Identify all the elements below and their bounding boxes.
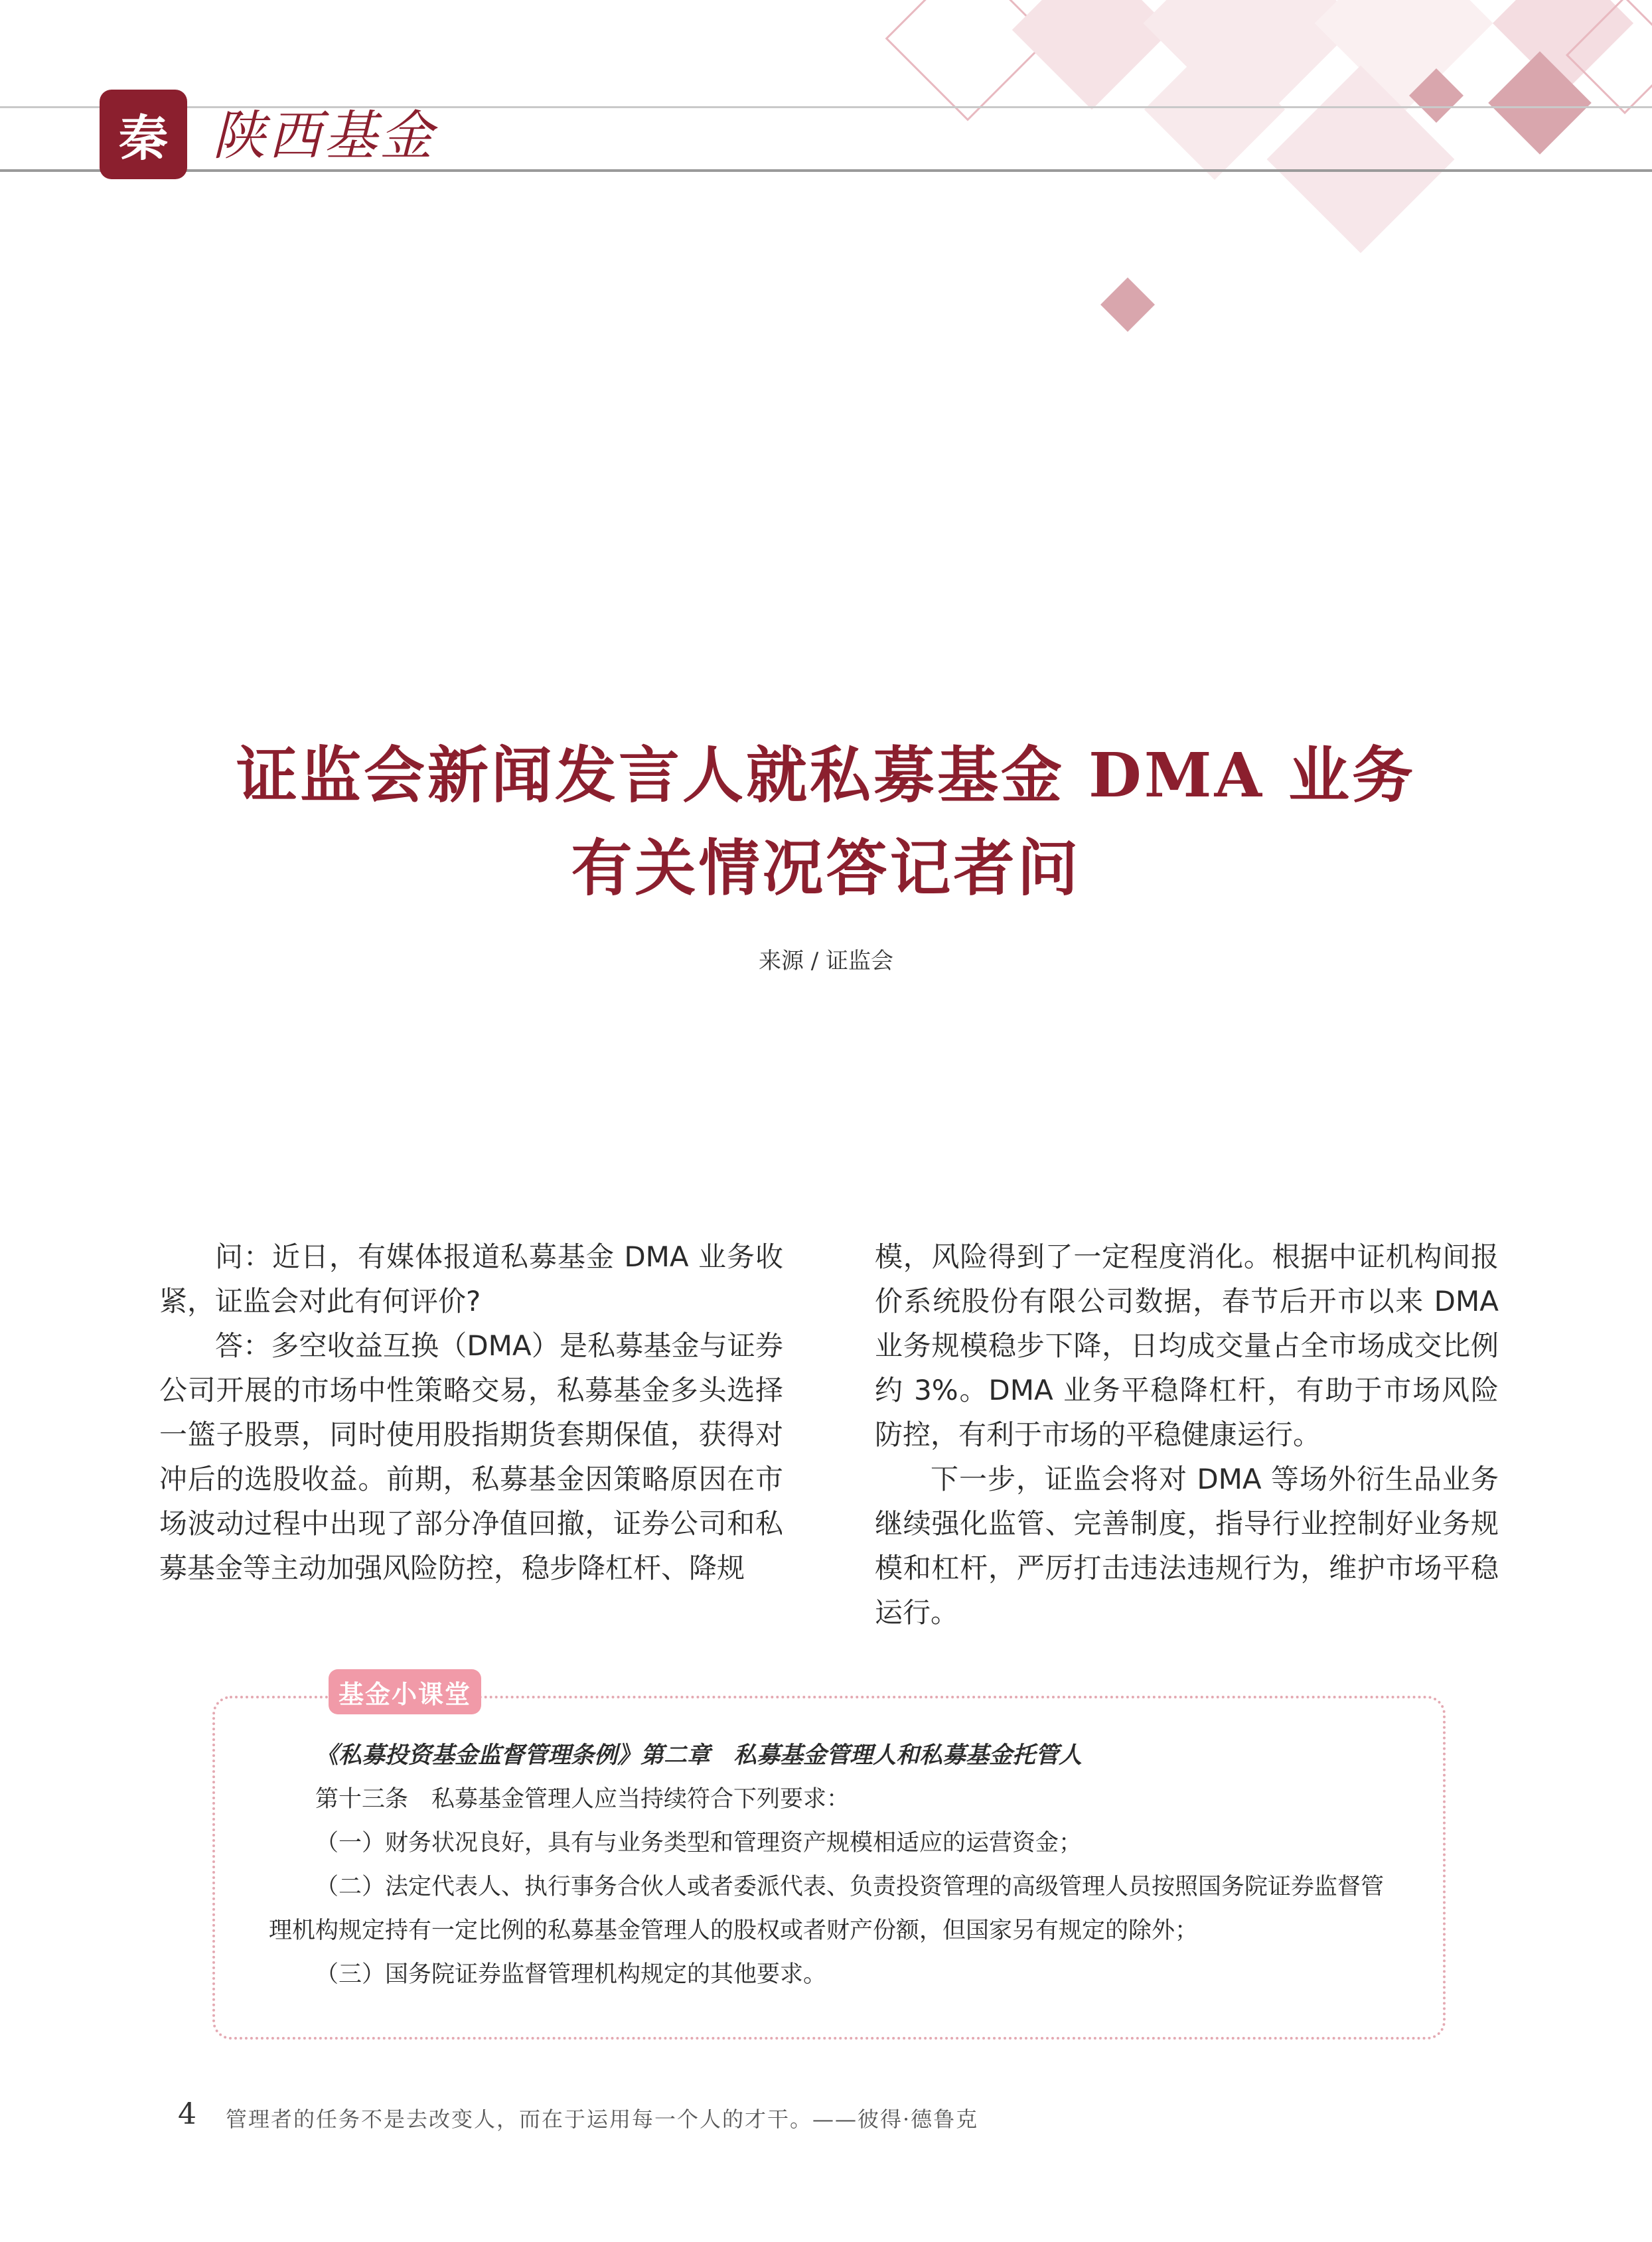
- logo-glyph: 秦: [119, 110, 168, 167]
- classroom-item1: （一）财务状况良好，具有与业务类型和管理资产规模相适应的运营资金；: [315, 1830, 1083, 1856]
- next-steps-paragraph: 下一步，证监会将对 DMA 等场外衍生品业务继续强化监管、完善制度，指导行业控制好业务规模和杠杆，严厉打击违法违规行为，维护市场平稳运行。: [875, 1463, 1499, 1629]
- decor-diamond: [1100, 277, 1155, 332]
- question-paragraph: 问：近日，有媒体报道私募基金 DMA 业务收紧，证监会对此有何评价?: [159, 1240, 783, 1317]
- body-column-left: [159, 1234, 783, 1590]
- brand-name: 陕西基金: [212, 105, 435, 167]
- answer-paragraph: 答：多空收益互换（DMA）是私募基金与证券公司开展的市场中性策略交易，私募基金多头选择一篮子股票，同时使用股指期货套期保值，获得对冲后的选股收益。前期，私募基金因策略原因在市场波动过程中出现了部分净值回撤，证券公司和私募基金等主动加强风险防控，稳步降杠杆、降规: [159, 1329, 783, 1584]
- classroom-item2: （二）法定代表人、执行事务合伙人或者委派代表、负责投资管理的高级管理人员按照国务院证券监督管理机构规定持有一定比例的私募基金管理人的股权或者财产份额，但国家另有规定的除外；: [269, 1874, 1385, 1944]
- classroom-content: [269, 1734, 1397, 1996]
- classroom-tag: 基金小课堂: [329, 1669, 481, 1714]
- decor-diamond: [1012, 0, 1171, 110]
- classroom-article13: 第十三条 私募基金管理人应当持续符合下列要求：: [315, 1786, 850, 1813]
- body-column-right: [875, 1234, 1499, 1635]
- classroom-item3: （三）国务院证券监督管理机构规定的其他要求。: [315, 1961, 827, 1988]
- footer-quote: 管理者的任务不是去改变人，而在于运用每一个人的才干。——彼得·德鲁克: [226, 2107, 979, 2132]
- classroom-heading: 《私募投资基金监督管理条例》第二章 私募基金管理人和私募基金托管人: [315, 1742, 1083, 1769]
- answer-continued-paragraph: 模，风险得到了一定程度消化。根据中证机构间报价系统股份有限公司数据，春节后开市以来 DMA 业务规模稳步下降，日均成交量占全市场成交比例约 3%。DMA 业务平稳降杠杆，有助于市场风险防控，有利于市场的平稳健康运行。: [875, 1240, 1499, 1451]
- logo: [100, 90, 187, 179]
- page-number: 4: [178, 2097, 196, 2131]
- article-title-line2: 有关情况答记者问: [571, 832, 1081, 904]
- article-source: 来源 / 证监会: [758, 948, 894, 974]
- article-title-line1: 证监会新闻发言人就私募基金 DMA 业务: [236, 739, 1416, 811]
